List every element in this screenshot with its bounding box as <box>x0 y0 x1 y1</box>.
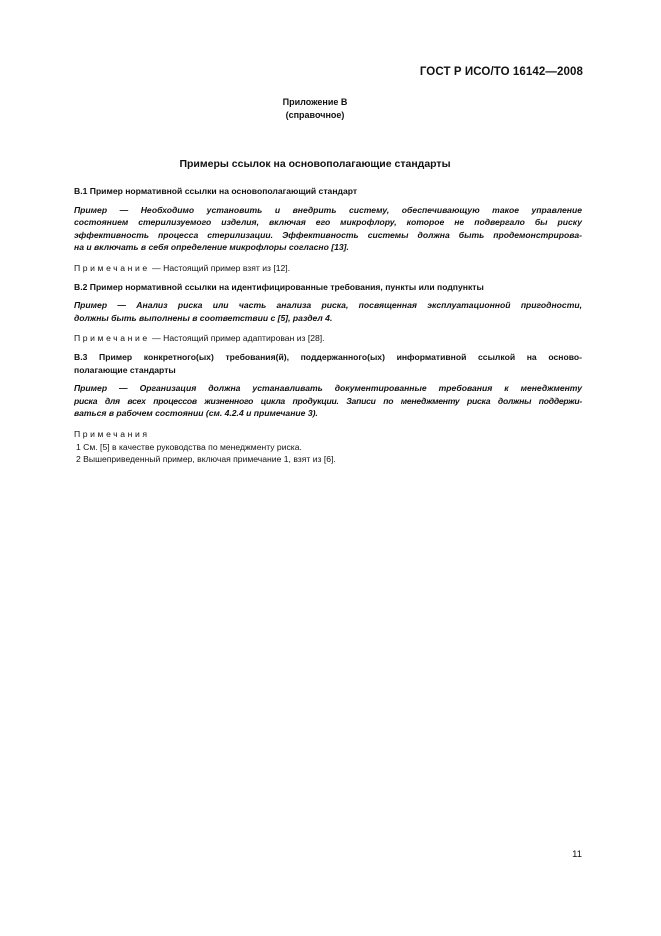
b2-note-text: — Настоящий пример адаптирован из [28]. <box>149 333 325 344</box>
appendix-heading <box>0 96 630 122</box>
b1-example-line: на и включать в себя определение микрофлоры согласно [13]. <box>74 242 349 253</box>
b3-example-line: Пример — Организация должна устанавливать документированные требования к менеджменту <box>74 383 582 394</box>
b3-heading-line: полагающие стандарты <box>74 364 176 375</box>
b3-notes-label: Примечания <box>74 428 150 439</box>
b1-note-label: Примечание <box>74 262 150 273</box>
b3-example-line: ваться в рабочем состоянии (см. 4.2.4 и примечание 3). <box>74 408 318 419</box>
b3-note-item: 2 Вышеприведенный пример, включая примечание 1, взят из [6]. <box>76 454 336 465</box>
b3-note-item: 1 См. [5] в качестве руководства по менеджменту риска. <box>76 441 302 452</box>
b2-example-line: должны быть выполнены в соответствии с [5], раздел 4. <box>74 312 333 323</box>
b1-example <box>74 204 582 254</box>
b3-example <box>74 382 582 420</box>
b3-heading <box>74 351 582 376</box>
b3-example-line: риска для всех процессов жизненного цикла продукции. Записи по менеджменту риска должны поддержи- <box>74 395 582 406</box>
b2-note <box>74 332 582 345</box>
b1-example-line: Пример — Необходимо установить и внедрить систему, обеспечивающую такое управление <box>74 204 582 215</box>
document-body <box>74 185 582 466</box>
standard-code: ГОСТ Р ИСО/ТО 16142—2008 <box>419 66 583 78</box>
appendix-title: Приложение В <box>282 97 348 107</box>
b1-example-line: состоянием стерилизуемого изделия, включая его микрофлору, которое не подвергало бы риску <box>74 217 582 228</box>
b2-example-line: Пример — Анализ риска или часть анализа риска, посвященная эксплуатационной пригодности, <box>74 300 582 311</box>
b1-example-line: эффективность процесса стерилизации. Эффективность системы должна быть продемонстрирова- <box>74 229 582 240</box>
b2-example <box>74 299 582 324</box>
b1-heading: В.1 Пример нормативной ссылки на основополагающий стандарт <box>74 186 358 196</box>
b2-note-label: Примечание <box>74 333 150 344</box>
page-number: 11 <box>572 849 582 860</box>
b3-heading-line: В.3 Пример конкретного(ых) требования(й), поддержанного(ых) информативной ссылкой на осново- <box>74 351 582 362</box>
b2-heading: В.2 Пример нормативной ссылки на идентифицированные требования, пункты или подпункты <box>74 281 484 292</box>
section-title: Примеры ссылок на основополагающие стандарты <box>179 158 451 170</box>
b1-note-text: — Настоящий пример взят из [12]. <box>149 262 291 273</box>
b1-note <box>74 262 582 275</box>
appendix-subtitle: (справочное) <box>285 110 345 120</box>
